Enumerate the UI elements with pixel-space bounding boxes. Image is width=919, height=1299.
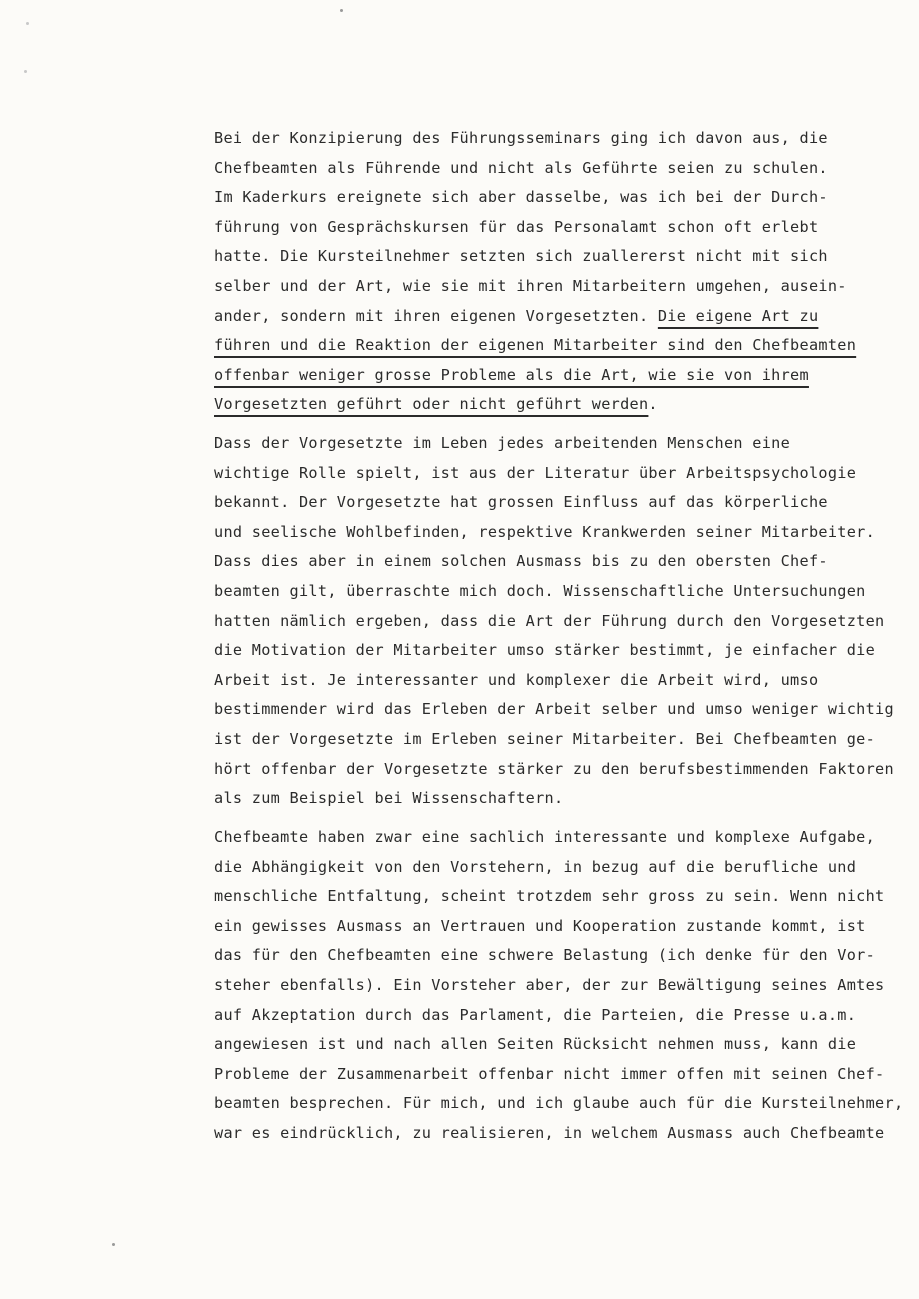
text-segment: die Abhängigkeit von den Vorstehern, in bezug auf die berufliche und: [214, 857, 857, 876]
text-segment: Arbeit ist. Je interessanter und komplexer die Arbeit wird, umso: [214, 670, 819, 689]
text-segment: auf Akzeptation durch das Parlament, die Parteien, die Presse u.a.m.: [214, 1005, 857, 1024]
text-line: [214, 974, 885, 996]
text-line: [214, 305, 818, 327]
text-segment: .: [648, 395, 658, 414]
text-line: [214, 610, 885, 632]
text-segment: hatten nämlich ergeben, dass die Art der Führung durch den Vorgesetzten: [214, 611, 885, 630]
text-line: [214, 1122, 885, 1144]
text-line: [214, 216, 818, 238]
text-segment: selber und der Art, wie sie mit ihren Mitarbeitern umgehen, ausein-: [214, 277, 847, 295]
text-segment: ander, sondern mit ihren eigenen Vorgesetzten.: [214, 306, 658, 325]
text-segment: die Motivation der Mitarbeiter umso stärker bestimmt, je einfacher die: [214, 641, 876, 660]
text-line: [214, 758, 894, 780]
text-line: [214, 856, 856, 878]
text-line: [214, 1063, 885, 1085]
text-line: [214, 1092, 903, 1114]
text-line: [214, 639, 875, 661]
text-line: [214, 275, 847, 297]
text-line: [214, 885, 885, 907]
text-line: [214, 826, 875, 848]
text-segment: ein gewisses Ausmass an Vertrauen und Kooperation zustande kommt, ist: [214, 916, 866, 935]
text-segment: führung von Gesprächskursen für das Personalamt schon oft erlebt: [214, 217, 819, 236]
text-line: [214, 915, 866, 937]
paper-speck: [26, 22, 29, 25]
text-segment: steher ebenfalls). Ein Vorsteher aber, der zur Bewältigung seines Amtes: [214, 976, 885, 994]
text-line: [214, 245, 828, 267]
text-line: [214, 127, 828, 149]
underlined-text: Die eigene Art zu: [657, 306, 819, 325]
text-line: [214, 432, 790, 454]
underlined-text: Vorgesetzten geführt oder nicht geführt werden: [214, 395, 649, 414]
paper-speck: [340, 9, 343, 12]
text-segment: und seelische Wohlbefinden, respektive Krankwerden seiner Mitarbeiter.: [214, 522, 876, 541]
text-line: [214, 521, 875, 543]
text-segment: ist der Vorgesetzte im Erleben seiner Mitarbeiter. Bei Chefbeamten ge-: [214, 730, 876, 748]
text-line: [214, 944, 875, 966]
text-segment: Im Kaderkurs ereignete sich aber dasselbe, was ich bei der Durch-: [214, 188, 828, 207]
text-line: [214, 491, 828, 513]
text-segment: angewiesen ist und nach allen Seiten Rücksicht nehmen muss, kann die: [214, 1035, 857, 1054]
text-line: [214, 669, 818, 691]
text-segment: bestimmender wird das Erleben der Arbeit selber und umso weniger wichtig: [214, 700, 894, 719]
text-segment: Bei der Konzipierung des Führungsseminars ging ich davon aus, die: [214, 129, 828, 147]
text-line: [214, 186, 828, 208]
text-line: [214, 157, 828, 179]
text-segment: Chefbeamten als Führende und nicht als Geführte seien zu schulen.: [214, 158, 828, 177]
text-segment: bekannt. Der Vorgesetzte hat grossen Einfluss auf das körperliche: [214, 493, 828, 512]
text-segment: hatte. Die Kursteilnehmer setzten sich zuallererst nicht mit sich: [214, 247, 828, 266]
paper-speck: [24, 70, 27, 73]
text-line: [214, 334, 856, 356]
paper-speck: [112, 1243, 115, 1246]
text-line: [214, 550, 828, 572]
text-line: [214, 364, 809, 386]
text-segment: Dass der Vorgesetzte im Leben jedes arbeitenden Menschen eine: [214, 434, 791, 452]
text-line: [214, 462, 856, 484]
text-segment: beamten besprechen. Für mich, und ich glaube auch für die Kursteilnehmer,: [214, 1094, 904, 1113]
text-line: [214, 580, 866, 602]
underlined-text: offenbar weniger grosse Probleme als die Art, wie sie von ihrem: [214, 365, 809, 384]
text-line: [214, 698, 894, 720]
text-line: [214, 1004, 856, 1026]
text-segment: hört offenbar der Vorgesetzte stärker zu den berufsbestimmenden Faktoren: [214, 759, 894, 778]
text-line: [214, 393, 658, 415]
underlined-text: führen und die Reaktion der eigenen Mitarbeiter sind den Chefbeamten: [214, 336, 857, 355]
text-segment: das für den Chefbeamten eine schwere Belastung (ich denke für den Vor-: [214, 946, 876, 965]
text-segment: war es eindrücklich, zu realisieren, in welchem Ausmass auch Chefbeamte: [214, 1124, 885, 1142]
text-segment: wichtige Rolle spielt, ist aus der Literatur über Arbeitspsychologie: [214, 463, 857, 482]
text-line: [214, 728, 875, 750]
text-segment: als zum Beispiel bei Wissenschaftern.: [214, 789, 564, 808]
text-segment: menschliche Entfaltung, scheint trotzdem sehr gross zu sein. Wenn nicht: [214, 887, 885, 906]
text-segment: beamten gilt, überraschte mich doch. Wissenschaftliche Untersuchungen: [214, 582, 866, 600]
text-line: [214, 787, 563, 809]
text-line: [214, 1033, 856, 1055]
text-segment: Probleme der Zusammenarbeit offenbar nicht immer offen mit seinen Chef-: [214, 1064, 885, 1083]
text-segment: Dass dies aber in einem solchen Ausmass bis zu den obersten Chef-: [214, 552, 828, 571]
text-segment: Chefbeamte haben zwar eine sachlich interessante und komplexe Aufgabe,: [214, 828, 876, 846]
